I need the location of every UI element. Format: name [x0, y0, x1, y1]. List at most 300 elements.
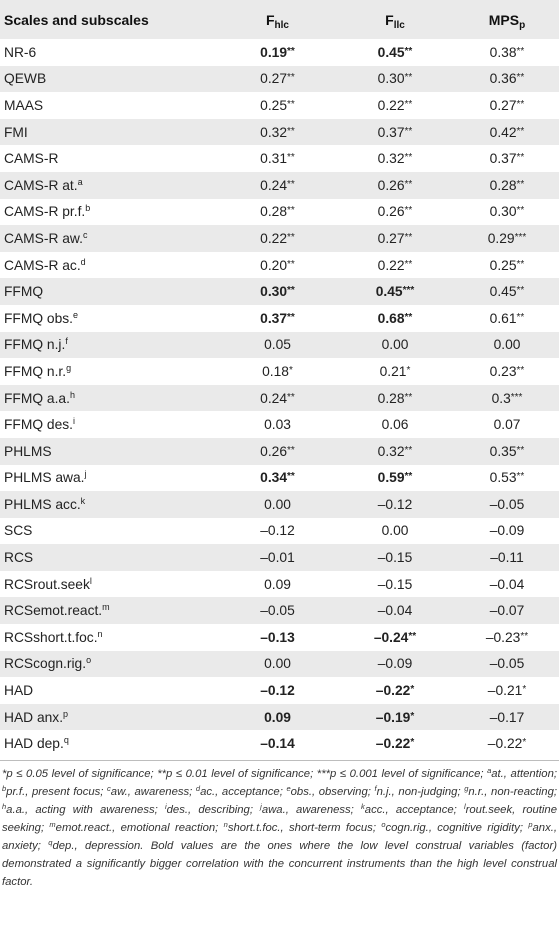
significance-stars: *	[410, 737, 415, 749]
header-row	[0, 0, 559, 39]
cell-fhlc	[220, 677, 335, 704]
cell-value: –0.09	[377, 656, 413, 672]
footnote-text: dep., depression. Bold values are the ones where the low level construal variables (factor) demonstrated a significantly bigger correlation with the concurrent instruments than the high level construal factor.	[2, 840, 557, 889]
cell-value: 0.25	[260, 97, 288, 113]
cell-value: 0.37	[377, 124, 405, 140]
table-row	[0, 651, 559, 678]
cell-value: 0.36	[489, 71, 517, 87]
footnote-marker: j	[260, 802, 262, 812]
table-row	[0, 571, 559, 598]
cell-mpsp	[455, 597, 559, 624]
footnote-marker: e	[286, 784, 291, 794]
cell-mpsp	[455, 119, 559, 146]
cell-value: –0.04	[377, 603, 413, 619]
cell-fllc	[335, 332, 455, 359]
footnote-marker: g	[66, 362, 72, 373]
significance-stars: **	[516, 178, 525, 190]
cell-value: –0.09	[489, 523, 525, 539]
cell-value: –0.12	[260, 683, 295, 699]
significance-stars: **	[516, 98, 525, 110]
cell-mpsp	[455, 92, 559, 119]
cell-value: –0.11	[490, 550, 524, 566]
table-row	[0, 278, 559, 305]
cell-value: 0.22	[377, 97, 405, 113]
footnote-marker: l	[89, 575, 92, 586]
row-label	[0, 172, 220, 199]
cell-fllc	[335, 305, 455, 332]
cell-mpsp	[455, 730, 559, 757]
cell-fhlc	[220, 225, 335, 252]
footnote-marker: k	[80, 495, 86, 506]
cell-value: –0.12	[260, 523, 295, 539]
table-row	[0, 332, 559, 359]
cell-mpsp	[455, 305, 559, 332]
cell-value: 0.21	[379, 363, 407, 379]
row-label-text: HAD anx.	[4, 709, 64, 725]
row-label	[0, 704, 220, 731]
significance-stars: *	[522, 684, 527, 696]
cell-value: –0.22	[375, 736, 411, 752]
cell-mpsp	[455, 332, 559, 359]
cell-mpsp	[455, 651, 559, 678]
cell-value: 0.30	[489, 204, 517, 220]
cell-value: 0.3	[491, 390, 511, 406]
row-label	[0, 39, 220, 66]
footnote-marker: h	[2, 802, 7, 812]
cell-fhlc	[220, 199, 335, 226]
footnote-marker: b	[85, 203, 91, 214]
cell-value: 0.32	[377, 151, 405, 167]
cell-fhlc	[220, 66, 335, 93]
cell-mpsp	[455, 199, 559, 226]
cell-mpsp	[455, 385, 559, 412]
table-row	[0, 145, 559, 172]
cell-value: 0.26	[260, 443, 288, 459]
footnote-marker: e	[73, 309, 79, 320]
cell-fhlc	[220, 624, 335, 651]
row-label	[0, 358, 220, 385]
cell-fhlc	[220, 252, 335, 279]
significance-stars: **	[404, 391, 413, 403]
cell-value: 0.00	[264, 656, 291, 672]
header-mpsp-sub: p	[519, 19, 526, 31]
cell-fhlc	[220, 730, 335, 757]
cell-fllc	[335, 544, 455, 571]
cell-value: –0.15	[377, 576, 413, 592]
cell-fhlc	[220, 651, 335, 678]
cell-fhlc	[220, 305, 335, 332]
table-row	[0, 704, 559, 731]
cell-fllc	[335, 571, 455, 598]
table-footnote	[0, 761, 559, 891]
significance-stars: **	[516, 45, 525, 57]
row-label	[0, 252, 220, 279]
cell-value: 0.32	[377, 443, 405, 459]
cell-mpsp	[455, 677, 559, 704]
row-label-text: PHLMS	[4, 443, 52, 459]
significance-stars: **	[287, 311, 295, 323]
significance-stars: **	[516, 364, 525, 376]
table-row	[0, 119, 559, 146]
significance-stars: **	[404, 444, 413, 456]
row-label	[0, 544, 220, 571]
footnote-marker: f	[374, 784, 377, 794]
cell-mpsp	[455, 358, 559, 385]
row-label-text: FFMQ des.	[4, 417, 73, 433]
row-label	[0, 119, 220, 146]
significance-stars: *	[406, 364, 411, 376]
cell-value: –0.24	[373, 629, 409, 645]
cell-fhlc	[220, 172, 335, 199]
significance-stars: **	[287, 285, 295, 297]
cell-fllc	[335, 225, 455, 252]
table-row	[0, 252, 559, 279]
row-label-text: CAMS-R at.	[4, 177, 78, 193]
cell-value: 0.27	[260, 71, 288, 87]
cell-value: –0.14	[260, 736, 295, 752]
cell-value: –0.23	[485, 629, 521, 645]
cell-fllc	[335, 465, 455, 492]
cell-fllc	[335, 278, 455, 305]
table-row	[0, 385, 559, 412]
footnote-marker: a	[487, 766, 492, 776]
row-label-text: FMI	[4, 124, 28, 140]
footnote-text: *	[2, 768, 7, 781]
table-body	[0, 39, 559, 757]
table-row	[0, 465, 559, 492]
significance-stars: **	[287, 231, 295, 243]
significance-stars: **	[287, 205, 295, 217]
row-label-text: CAMS-R	[4, 151, 59, 167]
footnote-marker: l	[463, 802, 466, 812]
cell-fllc	[335, 730, 455, 757]
footnote-marker: o	[86, 655, 92, 666]
table-row	[0, 199, 559, 226]
cell-value: 0.09	[264, 709, 291, 725]
header-mpsp	[455, 0, 559, 39]
cell-value: 0.24	[260, 390, 288, 406]
significance-stars: **	[404, 72, 413, 84]
cell-fhlc	[220, 385, 335, 412]
row-label-text: FFMQ n.j.	[4, 337, 66, 353]
footnote-text: p ≤ 0.001 level of significance;	[330, 768, 488, 781]
row-label	[0, 199, 220, 226]
cell-value: 0.26	[377, 177, 405, 193]
cell-value: 0.37	[489, 151, 517, 167]
footnote-marker: f	[65, 336, 68, 347]
cell-value: 0.34	[260, 470, 288, 486]
significance-stars: **	[516, 311, 525, 323]
cell-fllc	[335, 358, 455, 385]
footnote-marker: m	[49, 820, 56, 830]
cell-fhlc	[220, 704, 335, 731]
row-label-text: RCS	[4, 550, 34, 566]
cell-mpsp	[455, 465, 559, 492]
significance-stars: *	[410, 710, 415, 722]
cell-value: 0.24	[260, 177, 288, 193]
table-row	[0, 624, 559, 651]
row-label	[0, 677, 220, 704]
significance-stars: **	[404, 311, 413, 323]
significance-stars: **	[287, 471, 295, 483]
row-label-text: PHLMS acc.	[4, 496, 81, 512]
footnote-text: cogn.rig., cognitive rigidity;	[385, 822, 529, 835]
row-label	[0, 571, 220, 598]
row-label-text: CAMS-R aw.	[4, 230, 83, 246]
footnote-text: ac., acceptance;	[200, 786, 287, 799]
footnote-marker: p	[528, 820, 533, 830]
row-label-text: FFMQ a.a.	[4, 390, 70, 406]
cell-fllc	[335, 199, 455, 226]
significance-stars: **	[287, 178, 295, 190]
footnote-text: **	[157, 768, 166, 781]
cell-fhlc	[220, 278, 335, 305]
cell-value: 0.05	[264, 337, 291, 353]
significance-stars: ***	[510, 391, 523, 403]
cell-value: 0.20	[260, 257, 288, 273]
row-label	[0, 278, 220, 305]
significance-stars: **	[404, 178, 413, 190]
cell-value: –0.13	[260, 629, 295, 645]
cell-value: –0.12	[377, 496, 413, 512]
significance-stars: **	[404, 152, 413, 164]
cell-value: 0.45	[489, 284, 517, 300]
table-row	[0, 225, 559, 252]
footnote-marker: c	[107, 784, 111, 794]
cell-fllc	[335, 411, 455, 438]
header-fllc-sub: llc	[393, 19, 405, 31]
table-row	[0, 411, 559, 438]
cell-fhlc	[220, 92, 335, 119]
cell-fhlc	[220, 332, 335, 359]
row-label	[0, 92, 220, 119]
cell-value: 0.22	[377, 257, 405, 273]
cell-value: 0.29	[487, 230, 515, 246]
row-label-text: QEWB	[4, 71, 47, 87]
significance-stars: **	[516, 205, 525, 217]
header-mpsp-main: MPS	[488, 11, 520, 28]
row-label	[0, 66, 220, 93]
row-label-text: CAMS-R ac.	[4, 257, 81, 273]
row-label-text: FFMQ	[4, 284, 44, 300]
significance-stars: **	[287, 258, 295, 270]
header-fhlc-sub: hlc	[274, 19, 289, 31]
significance-stars: **	[404, 45, 413, 57]
cell-value: 0.23	[489, 363, 517, 379]
cell-value: 0.19	[260, 44, 288, 60]
cell-mpsp	[455, 544, 559, 571]
cell-mpsp	[455, 145, 559, 172]
cell-value: 0.31	[260, 151, 288, 167]
table-row	[0, 544, 559, 571]
significance-stars: **	[404, 231, 413, 243]
cell-value: 0.06	[381, 417, 409, 433]
cell-mpsp	[455, 704, 559, 731]
cell-fhlc	[220, 597, 335, 624]
cell-fllc	[335, 119, 455, 146]
significance-stars: **	[404, 125, 413, 137]
cell-value: 0.00	[264, 496, 291, 512]
footnote-text: pr.f., present focus;	[6, 786, 108, 799]
significance-stars: **	[404, 205, 413, 217]
cell-value: 0.45	[377, 44, 405, 60]
row-label	[0, 385, 220, 412]
footnote-marker: i	[164, 802, 167, 812]
significance-stars: **	[287, 98, 295, 110]
cell-fllc	[335, 651, 455, 678]
cell-value: –0.19	[375, 709, 411, 725]
cell-fhlc	[220, 39, 335, 66]
row-label-text: HAD	[4, 683, 34, 699]
row-label	[0, 145, 220, 172]
row-label	[0, 730, 220, 757]
footnote-text: anx., anxiety;	[2, 822, 557, 853]
table-row	[0, 305, 559, 332]
footnote-text: emot.react., emotional reaction;	[55, 822, 224, 835]
footnote-marker: q	[63, 735, 69, 746]
cell-value: 0.30	[260, 284, 288, 300]
cell-value: –0.17	[489, 709, 525, 725]
cell-fllc	[335, 92, 455, 119]
cell-value: 0.25	[489, 257, 517, 273]
footnote-marker: n	[97, 628, 103, 639]
footnote-marker: q	[48, 838, 53, 848]
cell-fhlc	[220, 491, 335, 518]
cell-value: 0.00	[381, 337, 409, 353]
footnote-text: obs., observing;	[290, 786, 375, 799]
footnote-marker: n	[223, 820, 228, 830]
significance-stars: **	[287, 125, 295, 137]
footnote-text: a.a., acting with awareness;	[6, 804, 165, 817]
cell-fhlc	[220, 465, 335, 492]
cell-value: –0.22	[487, 736, 523, 752]
cell-fhlc	[220, 411, 335, 438]
significance-stars: **	[516, 444, 525, 456]
row-label-text: FFMQ obs.	[4, 310, 73, 326]
header-fhlc-main: F	[265, 11, 275, 28]
cell-value: 0.35	[489, 443, 517, 459]
cell-value: –0.22	[375, 683, 411, 699]
significance-stars: **	[516, 152, 525, 164]
cell-fllc	[335, 172, 455, 199]
significance-stars: **	[516, 471, 525, 483]
cell-value: 0.00	[493, 337, 521, 353]
significance-stars: **	[516, 125, 525, 137]
row-label-text: HAD dep.	[4, 736, 64, 752]
row-label-text: RCScogn.rig.	[4, 656, 87, 672]
cell-fllc	[335, 518, 455, 545]
row-label	[0, 651, 220, 678]
cell-value: 0.26	[377, 204, 405, 220]
cell-fllc	[335, 677, 455, 704]
cell-value: –0.01	[260, 550, 295, 566]
row-label	[0, 597, 220, 624]
row-label	[0, 624, 220, 651]
footnote-text: awa., awareness;	[261, 804, 362, 817]
footnote-marker: c	[82, 229, 88, 240]
cell-fhlc	[220, 358, 335, 385]
cell-mpsp	[455, 172, 559, 199]
cell-mpsp	[455, 278, 559, 305]
cell-mpsp	[455, 571, 559, 598]
significance-stars: *	[522, 737, 527, 749]
row-label	[0, 332, 220, 359]
cell-mpsp	[455, 225, 559, 252]
cell-value: –0.15	[377, 550, 413, 566]
cell-value: 0.61	[489, 310, 517, 326]
cell-fllc	[335, 39, 455, 66]
footnote-text: p ≤ 0.01 level of significance;	[166, 768, 317, 781]
significance-stars: ***	[514, 231, 527, 243]
footnote-text: at., attention;	[491, 768, 558, 781]
table-row	[0, 92, 559, 119]
cell-fllc	[335, 597, 455, 624]
footnote-marker: m	[102, 602, 110, 613]
footnote-marker: p	[63, 708, 69, 719]
footnote-text: ***	[316, 768, 330, 781]
row-label-text: CAMS-R pr.f.	[4, 204, 86, 220]
cell-fllc	[335, 704, 455, 731]
cell-mpsp	[455, 252, 559, 279]
footnote-marker: o	[381, 820, 386, 830]
cell-fllc	[335, 385, 455, 412]
footnote-marker: j	[84, 469, 87, 480]
cell-fhlc	[220, 438, 335, 465]
table-row	[0, 358, 559, 385]
cell-fllc	[335, 145, 455, 172]
cell-fllc	[335, 438, 455, 465]
row-label-text: NR-6	[4, 44, 37, 60]
cell-value: 0.28	[377, 390, 405, 406]
cell-value: –0.07	[489, 603, 525, 619]
table-row	[0, 730, 559, 757]
row-label-text: RCSshort.t.foc.	[4, 629, 98, 645]
row-label-text: RCSrout.seek	[4, 576, 90, 592]
cell-value: 0.53	[489, 470, 517, 486]
cell-value: 0.38	[489, 44, 517, 60]
cell-fllc	[335, 624, 455, 651]
significance-stars: **	[287, 391, 295, 403]
significance-stars: **	[408, 630, 417, 642]
footnote-text: aw., awareness;	[110, 786, 196, 799]
footnote-text: short.t.foc., short-term focus;	[227, 822, 382, 835]
cell-value: 0.59	[377, 470, 405, 486]
footnote-text: acc., acceptance;	[364, 804, 464, 817]
table-row	[0, 677, 559, 704]
significance-stars: **	[516, 72, 525, 84]
footnote-marker: g	[464, 784, 469, 794]
cell-mpsp	[455, 438, 559, 465]
cell-mpsp	[455, 411, 559, 438]
footnote-marker: d	[80, 256, 86, 267]
significance-stars: **	[287, 444, 295, 456]
table-row	[0, 491, 559, 518]
row-label-text: MAAS	[4, 97, 44, 113]
significance-stars: **	[287, 152, 295, 164]
significance-stars: **	[404, 98, 413, 110]
cell-value: 0.37	[260, 310, 288, 326]
significance-stars: **	[287, 72, 295, 84]
cell-value: 0.28	[260, 204, 288, 220]
cell-fllc	[335, 66, 455, 93]
footnote-text: des., describing;	[166, 804, 261, 817]
cell-fhlc	[220, 544, 335, 571]
table-row	[0, 66, 559, 93]
cell-value: –0.21	[487, 683, 523, 699]
row-label-text: FFMQ n.r.	[4, 363, 67, 379]
cell-fhlc	[220, 145, 335, 172]
significance-stars: **	[516, 285, 525, 297]
